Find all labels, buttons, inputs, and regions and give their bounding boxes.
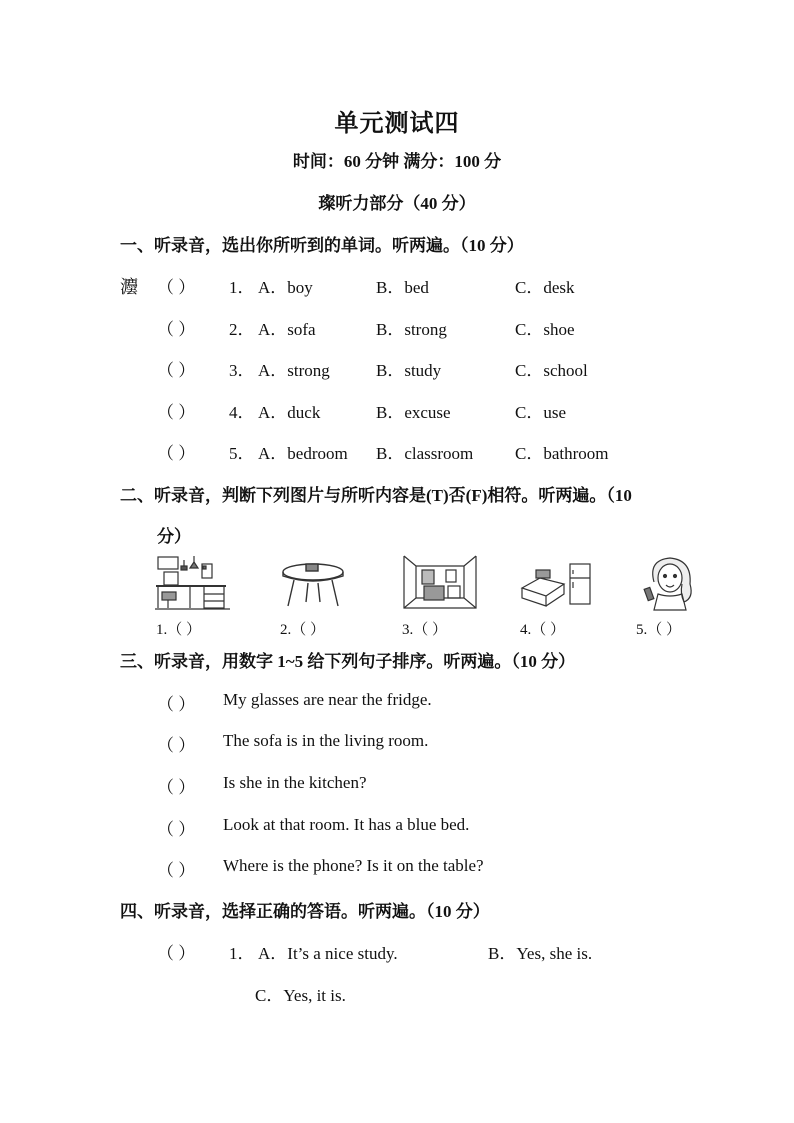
section-1-marker: 灋 [120, 277, 138, 297]
question-number: 1． [229, 278, 255, 297]
picture-caption[interactable]: 1.（ ） [156, 622, 202, 638]
order-blank[interactable]: （ ） [157, 736, 196, 755]
answer-blank[interactable]: （ ） [157, 320, 196, 339]
option-c: C．shoe [515, 320, 575, 339]
picture-strip [120, 554, 720, 644]
sentence-text: Look at that room. It has a blue bed. [223, 815, 470, 834]
question-row [0, 439, 794, 463]
order-blank[interactable]: （ ） [157, 695, 196, 714]
round-table-icon [280, 554, 346, 610]
sentence-text: Where is the phone? Is it on the table? [223, 856, 484, 875]
question-number: 5． [229, 444, 255, 463]
sentence-text: Is she in the kitchen? [223, 773, 367, 792]
section-1-heading: 一、听录音，选出你所听到的单词。听两遍。（10 分） [120, 236, 524, 255]
picture-caption[interactable]: 3.（ ） [402, 622, 448, 638]
question-number: 4． [229, 403, 255, 422]
order-blank[interactable]: （ ） [157, 778, 196, 797]
order-blank[interactable]: （ ） [157, 861, 196, 880]
option-c: C．Yes, it is. [255, 986, 346, 1005]
option-a: A．duck [258, 403, 321, 422]
exam-meta: 时间：60 分钟 满分：100 分 [292, 152, 502, 171]
picture-caption[interactable]: 5.（ ） [636, 622, 682, 638]
option-c: C．desk [515, 278, 575, 297]
question-row [0, 939, 794, 963]
section-4-heading: 四、听录音，选择正确的答语。听两遍。（10 分） [120, 902, 490, 921]
option-a: A．bedroom [258, 444, 348, 463]
section-3-heading: 三、听录音，用数字 1~5 给下列句子排序。听两遍。（10 分） [120, 652, 576, 671]
question-row [0, 273, 794, 297]
sentence-text: The sofa is in the living room. [223, 731, 429, 750]
question-row [0, 315, 794, 339]
sentence-row [0, 815, 794, 839]
sentence-row [0, 856, 794, 880]
option-b: B．Yes, she is. [488, 944, 593, 963]
sentence-row [0, 773, 794, 797]
question-number: 2． [229, 320, 255, 339]
sentence-row [0, 690, 794, 714]
option-c: C．use [515, 403, 566, 422]
sentence-text: My glasses are near the fridge. [223, 690, 432, 709]
study-room-desk-icon [154, 554, 232, 612]
question-number: 3． [229, 361, 255, 380]
option-b: B．strong [376, 320, 447, 339]
option-a: A．strong [258, 361, 330, 380]
answer-blank[interactable]: （ ） [157, 944, 196, 963]
girl-on-phone-icon [640, 554, 698, 612]
answer-blank[interactable]: （ ） [157, 278, 196, 297]
section-2-heading: 二、听录音，判断下列图片与所听内容是(T)否(F)相符。听两遍。（10 [120, 486, 632, 505]
option-a: A．sofa [258, 320, 316, 339]
living-room-icon [402, 554, 478, 610]
option-b: B．excuse [376, 403, 451, 422]
option-c: C．school [515, 361, 588, 380]
page-title: 单元测试四 [334, 111, 460, 137]
section-2-heading-cont: 分） [157, 527, 191, 546]
answer-blank[interactable]: （ ） [157, 444, 196, 463]
picture-caption[interactable]: 2.（ ） [280, 622, 326, 638]
question-row [0, 356, 794, 380]
option-b: B．study [376, 361, 442, 380]
bed-and-fridge-icon [520, 554, 596, 610]
picture-caption[interactable]: 4.（ ） [520, 622, 566, 638]
answer-blank[interactable]: （ ） [157, 361, 196, 380]
option-a: A．boy [258, 278, 313, 297]
order-blank[interactable]: （ ） [157, 820, 196, 839]
question-row [0, 398, 794, 422]
part-heading: 璨听力部分（40 分） [318, 194, 476, 213]
question-number: 1． [229, 944, 255, 963]
sentence-row [0, 731, 794, 755]
option-b: B．classroom [376, 444, 474, 463]
option-c: C．bathroom [515, 444, 609, 463]
option-b: B．bed [376, 278, 429, 297]
option-a: A．It’s a nice study. [258, 944, 398, 963]
answer-blank[interactable]: （ ） [157, 403, 196, 422]
